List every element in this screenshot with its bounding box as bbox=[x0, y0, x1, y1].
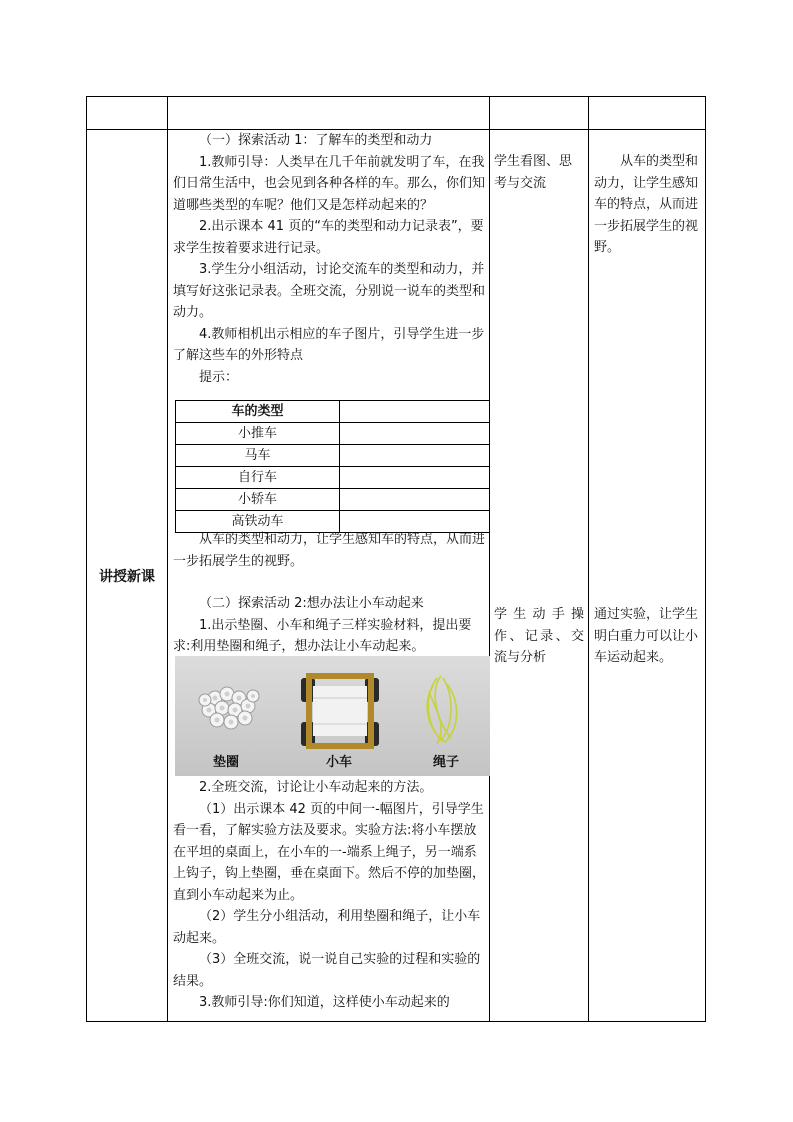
table-row bbox=[176, 423, 490, 445]
rope-label: 绳子 bbox=[433, 755, 460, 770]
student-activity-2: 学生动手操作、记录、交流与分析 bbox=[494, 607, 584, 665]
activity2-paragraph: （2）学生分小组活动，利用垫圈和绳子，让小车动起来。 bbox=[173, 909, 481, 946]
activity2-paragraph: （3）全班交流，说一说自己实验的过程和实验的结果。 bbox=[173, 952, 481, 989]
activity1-paragraph: 3.学生分小组活动，讨论交流车的类型和动力，并填写好这张记录表。全班交流，分别说一说车的类型和动力。 bbox=[173, 262, 486, 320]
table-empty-cell bbox=[340, 467, 490, 489]
table-row bbox=[176, 445, 490, 467]
activity2-paragraph: 2.全班交流，讨论让小车动起来的方法。 bbox=[199, 780, 433, 795]
column-divider bbox=[588, 97, 589, 1021]
table-row bbox=[176, 489, 490, 511]
table-empty-cell bbox=[340, 489, 490, 511]
activity1-paragraph: 1.教师引导：人类早在几千年前就发明了车，在我们日常生活中，也会见到各种各样的车。那么，你们知道哪些类型的车呢？他们又是怎样动起来的？ bbox=[173, 154, 486, 213]
table-header-cell: 车的类型 bbox=[176, 401, 340, 423]
car-label: 小车 bbox=[326, 755, 353, 770]
table-row bbox=[176, 467, 490, 489]
column-divider bbox=[489, 97, 490, 1021]
vehicle-type-table bbox=[175, 400, 490, 533]
toy-car-icon bbox=[301, 676, 379, 746]
washer-label: 垫圈 bbox=[213, 755, 240, 770]
student-activity-1: 学生看图、思考与交流 bbox=[494, 154, 573, 191]
table-cell: 小推车 bbox=[176, 423, 340, 445]
section-label: 讲授新课 bbox=[99, 569, 155, 585]
rope-icon bbox=[427, 676, 456, 744]
table-empty-cell bbox=[340, 401, 490, 423]
activity2-intro: 1.出示垫圈、小车和绳子三样实验材料，提出要求:利用垫圈和绳子，想办法让小车动起来。 bbox=[173, 617, 472, 654]
activity1-paragraph: 4.教师相机出示相应的车子图片，引导学生进一步了解这些车的外形特点 bbox=[173, 326, 485, 363]
activity1-title: （一）探索活动 1：了解车的类型和动力 bbox=[199, 133, 433, 148]
table-header-row bbox=[176, 401, 490, 423]
lesson-plan-table bbox=[86, 96, 706, 1022]
activity2-paragraph: 3.教师引导:你们知道，这样使小车动起来的 bbox=[199, 995, 450, 1010]
table-cell: 小轿车 bbox=[176, 489, 340, 511]
hint-label: 提示： bbox=[199, 369, 239, 385]
table-cell: 高铁动车 bbox=[176, 511, 340, 533]
table-empty-cell bbox=[340, 445, 490, 467]
design-intent-2: 通过实验，让学生明白重力可以让小车运动起来。 bbox=[594, 607, 699, 665]
column-divider bbox=[167, 97, 168, 1021]
table-empty-cell bbox=[340, 423, 490, 445]
table-cell: 自行车 bbox=[176, 467, 340, 489]
table-cell: 马车 bbox=[176, 445, 340, 467]
activity1-block bbox=[173, 130, 485, 388]
activity2-block bbox=[173, 593, 485, 658]
activity1-summary-block bbox=[173, 529, 485, 572]
experiment-materials-photo bbox=[175, 656, 490, 776]
design-intent-1: 从车的类型和动力，让学生感知车的特点，从而进一步拓展学生的视野。 bbox=[594, 154, 699, 255]
activity1-paragraph: 2.出示课本 41 页的“车的类型和动力记录表”，要求学生按着要求进行记录。 bbox=[173, 219, 484, 256]
activity2-paragraph: （1）出示课本 42 页的中间一-幅图片，引导学生看一看，了解实验方法及要求。实验方法:将小车摆放在平坦的桌面上，在小车的一-端系上绳子，另一端系上钩子，钩上垫圈，垂在桌面下。然后不停的加垫圈，直到小车动起来为止。 bbox=[173, 801, 486, 903]
activity2-title: （二）探索活动 2:想办法让小车动起来 bbox=[199, 596, 424, 611]
activity1-summary: 从车的类型和动力，让学生感知车的特点，从而进一步拓展学生的视野。 bbox=[173, 532, 486, 569]
activity2-steps-block bbox=[173, 777, 485, 1014]
